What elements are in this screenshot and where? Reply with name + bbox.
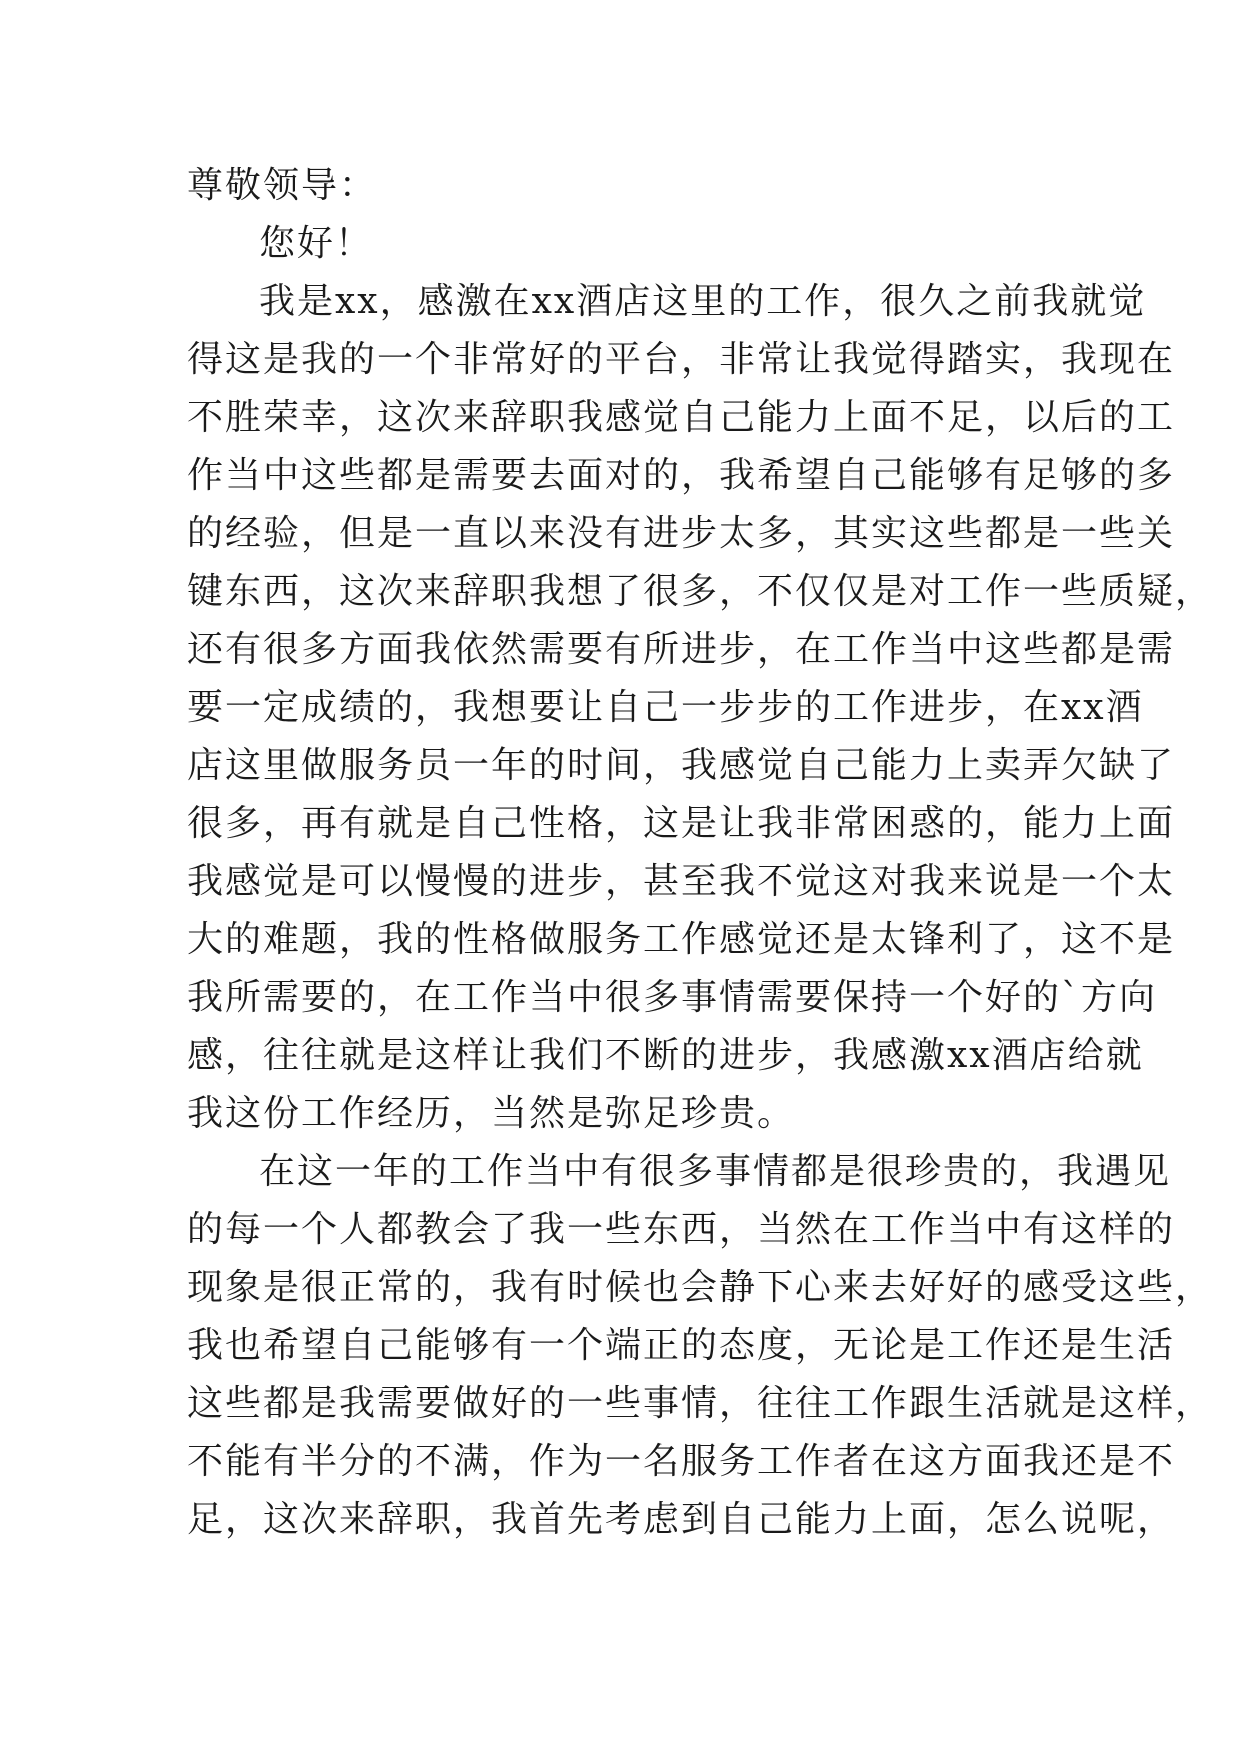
paragraph-line: 作当中这些都是需要去面对的，我希望自己能够有足够的多 [187,455,1176,496]
paragraph-line: 我是xx，感激在xx酒店这里的工作，很久之前我就觉 [259,281,1147,322]
paragraph-line: 的每一个人都教会了我一些东西，当然在工作当中有这样的 [187,1209,1176,1250]
paragraph-line: 要一定成绩的，我想要让自己一步步的工作进步，在xx酒 [187,687,1144,728]
paragraph-1 [187,273,1214,1143]
paragraph-line: 得这是我的一个非常好的平台，非常让我觉得踏实，我现在 [187,339,1176,380]
greeting: 您好！ [259,223,374,264]
paragraph-line: 还有很多方面我依然需要有所进步，在工作当中这些都是需 [187,629,1176,670]
paragraph-line: 不胜荣幸，这次来辞职我感觉自己能力上面不足，以后的工 [187,397,1176,438]
salutation: 尊敬领导： [187,165,378,206]
paragraph-2 [187,1143,1214,1549]
paragraph-line: 很多，再有就是自己性格，这是让我非常困惑的，能力上面 [187,803,1176,844]
paragraph-line: 现象是很正常的，我有时候也会静下心来去好好的感受这些， [187,1267,1214,1308]
paragraph-line: 感，往往就是这样让我们不断的进步，我感激xx酒店给就 [187,1035,1144,1076]
paragraph-line: 我也希望自己能够有一个端正的态度，无论是工作还是生活 [187,1325,1176,1366]
paragraph-line: 这些都是我需要做好的一些事情，往往工作跟生活就是这样， [187,1383,1214,1424]
paragraph-line: 足，这次来辞职，我首先考虑到自己能力上面，怎么说呢， [187,1499,1176,1540]
letter-body [187,157,1214,1549]
paragraph-line: 的经验，但是一直以来没有进步太多，其实这些都是一些关 [187,513,1176,554]
paragraph-line: 店这里做服务员一年的时间，我感觉自己能力上卖弄欠缺了 [187,745,1176,786]
paragraph-line: 我感觉是可以慢慢的进步，甚至我不觉这对我来说是一个太 [187,861,1176,902]
paragraph-line: 在这一年的工作当中有很多事情都是很珍贵的，我遇见 [259,1151,1172,1192]
paragraph-line: 键东西，这次来辞职我想了很多，不仅仅是对工作一些质疑， [187,571,1214,612]
paragraph-line: 我所需要的，在工作当中很多事情需要保持一个好的`方向 [187,977,1158,1018]
paragraph-line: 我这份工作经历，当然是弥足珍贵。 [187,1093,796,1134]
paragraph-line: 大的难题，我的性格做服务工作感觉还是太锋利了，这不是 [187,919,1176,960]
paragraph-line: 不能有半分的不满，作为一名服务工作者在这方面我还是不 [187,1441,1176,1482]
